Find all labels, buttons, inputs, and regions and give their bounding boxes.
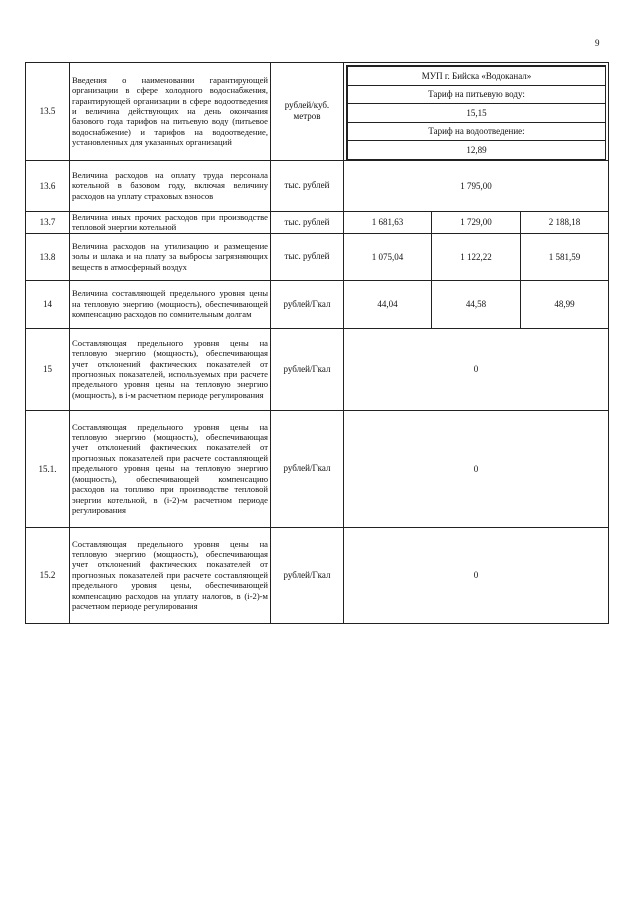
row-number: 15 — [26, 328, 70, 410]
row-value-2: 1 122,22 — [432, 233, 521, 280]
row-number: 13.5 — [26, 63, 70, 161]
row-value-3: 48,99 — [521, 280, 609, 328]
row-description: Введения о наименовании гарантирующей организации в сфере холодного водоснабжения, гарантирующей организации в сфере водоотведения и величина действующих на день окончания базового года тарифов на питьевую воду (питьевое водоснабжение) и тарифов на водоотведение, установленных для указанных организаций — [70, 63, 271, 161]
water-tariff-value: 15,15 — [348, 104, 606, 123]
table-row — [26, 328, 609, 410]
row-description: Величина иных прочих расходов при производстве тепловой энергии котельной — [70, 211, 271, 233]
tariff-inner-table — [347, 66, 606, 159]
row-unit: рублей/Гкал — [271, 527, 344, 623]
sewer-tariff-label: Тариф на водоотведение: — [348, 122, 606, 141]
row-unit: рублей/Гкал — [271, 328, 344, 410]
row-description: Составляющая предельного уровня цены на тепловую энергию (мощность), обеспечивающая учет отклонений фактических показателей от прогнозных показателей при расчете составляющей предельного уровня цены, обеспечивающей компенсацию расходов на уплату налогов, в (i-2)-м расчетном периоде регулирования — [70, 527, 271, 623]
row-value-2: 44,58 — [432, 280, 521, 328]
row-unit: рублей/куб. метров — [271, 63, 344, 161]
row-unit: тыс. рублей — [271, 233, 344, 280]
organization-name: МУП г. Бийска «Водоканал» — [348, 67, 606, 86]
table-row — [26, 160, 609, 211]
row-description: Величина расходов на оплату труда персонала котельной в базовом году, включая величину расходов на уплату страховых взносов — [70, 160, 271, 211]
table-row — [26, 280, 609, 328]
row-value-3: 2 188,18 — [521, 211, 609, 233]
row-number: 15.2 — [26, 527, 70, 623]
table-row — [26, 410, 609, 527]
row-number: 14 — [26, 280, 70, 328]
row-unit: тыс. рублей — [271, 160, 344, 211]
table-row — [26, 211, 609, 233]
row-value: 0 — [344, 410, 609, 527]
row-description: Величина расходов на утилизацию и размещение золы и шлака и на плату за выбросы загрязняющих веществ в атмосферный воздух — [70, 233, 271, 280]
row-number: 13.7 — [26, 211, 70, 233]
table-row — [26, 63, 609, 161]
row-value: 0 — [344, 328, 609, 410]
row-description: Величина составляющей предельного уровня цены на тепловую энергию (мощность), обеспечивающей компенсацию расходов по сомнительным долгам — [70, 280, 271, 328]
row-unit: тыс. рублей — [271, 211, 344, 233]
tariff-info-cell — [344, 63, 609, 161]
row-value-1: 44,04 — [344, 280, 432, 328]
row-value-2: 1 729,00 — [432, 211, 521, 233]
row-number: 13.8 — [26, 233, 70, 280]
row-value: 1 795,00 — [344, 160, 609, 211]
sewer-tariff-value: 12,89 — [348, 141, 606, 159]
row-unit: рублей/Гкал — [271, 410, 344, 527]
row-description: Составляющая предельного уровня цены на тепловую энергию (мощность), обеспечивающая учет отклонений фактических показателей от прогнозных показателей при расчете составляющей предельного уровня цены на тепловую энергию (мощность), обеспечивающей компенсацию расходов на топливо при производстве тепловой энергии котельной, в (i-2)-м расчетном периоде регулирования — [70, 410, 271, 527]
water-tariff-label: Тариф на питьевую воду: — [348, 85, 606, 104]
table-row — [26, 233, 609, 280]
page-number: 9 — [595, 38, 600, 48]
row-unit: рублей/Гкал — [271, 280, 344, 328]
row-number: 13.6 — [26, 160, 70, 211]
row-value-1: 1 075,04 — [344, 233, 432, 280]
row-value-3: 1 581,59 — [521, 233, 609, 280]
tariff-table — [25, 62, 609, 624]
row-description: Составляющая предельного уровня цены на тепловую энергию (мощность), обеспечивающая учет отклонений фактических показателей от прогнозных показателей, используемых при расчете предельного уровня цены на тепловую энергию (мощность), в i-м расчетном периоде регулирования — [70, 328, 271, 410]
row-number: 15.1. — [26, 410, 70, 527]
row-value-1: 1 681,63 — [344, 211, 432, 233]
row-value: 0 — [344, 527, 609, 623]
table-row — [26, 527, 609, 623]
